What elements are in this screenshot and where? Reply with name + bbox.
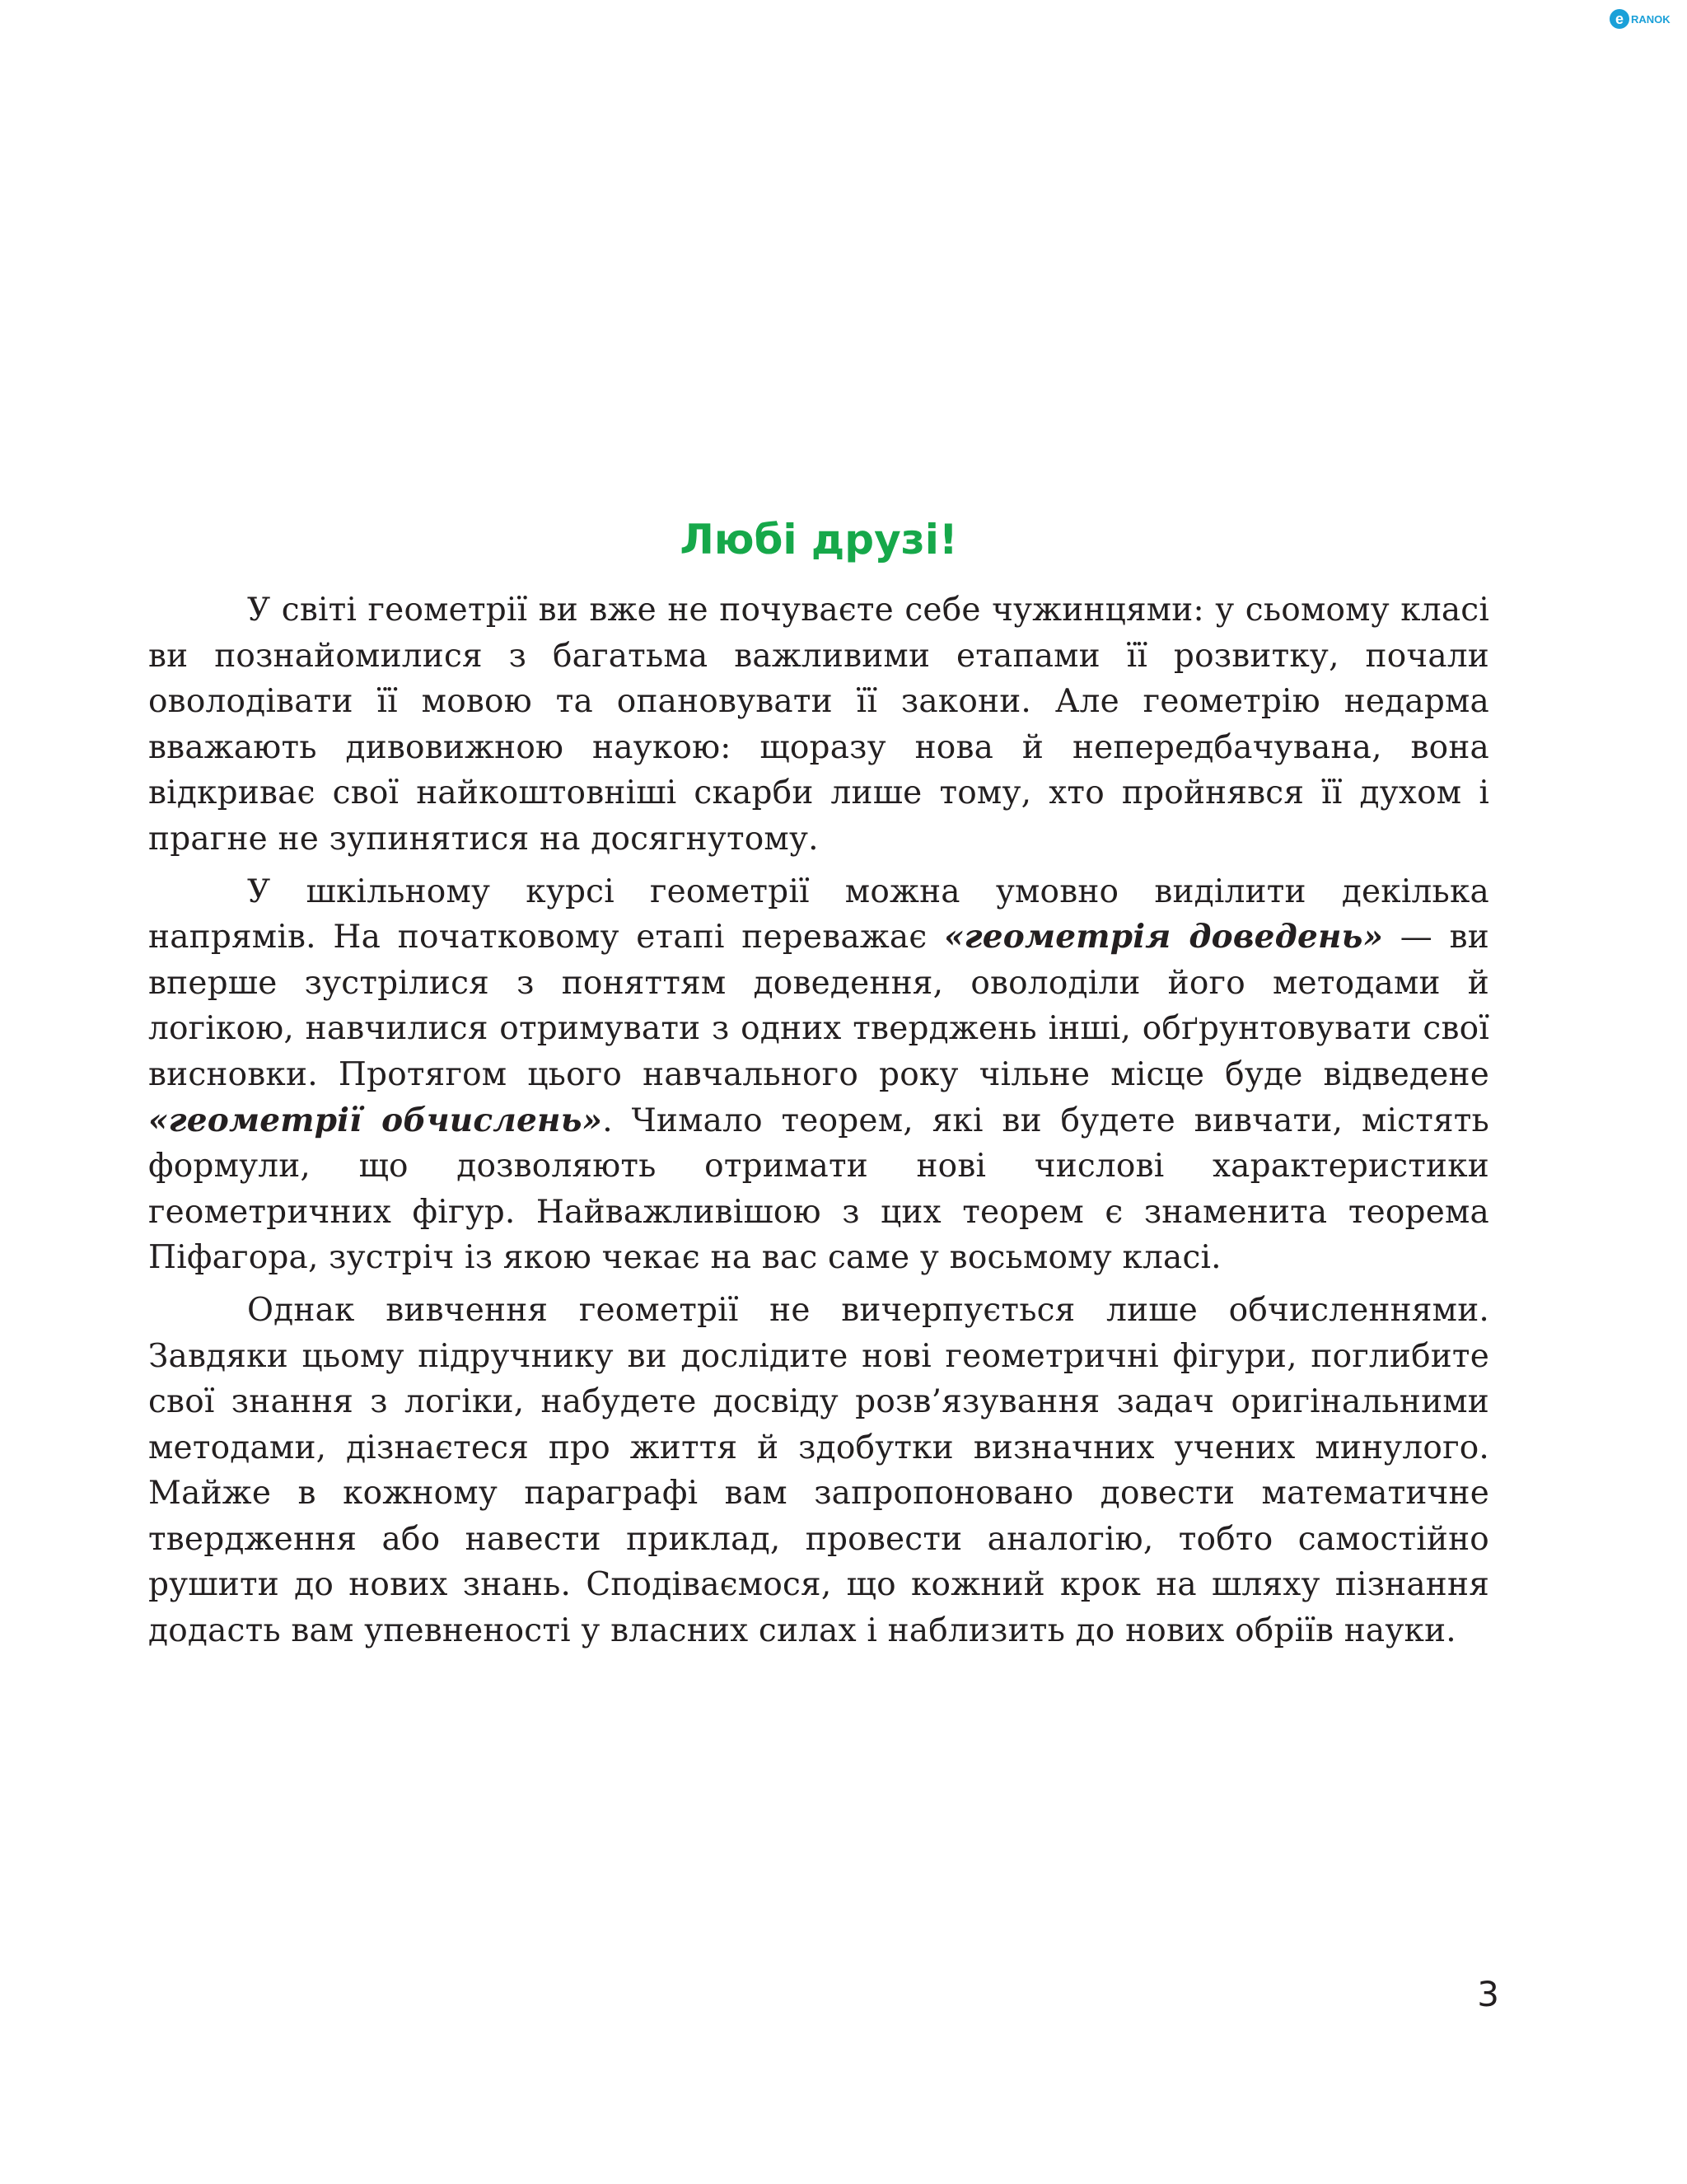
page-title: Любі друзі! <box>680 516 958 564</box>
term-proofs-geometry: «геометрія доведень» <box>944 918 1384 956</box>
preface-content <box>148 507 1489 1661</box>
paragraph-3: Однак вивчення геометрії не вичерпується лише обчисленнями. Завдяки цьому підручнику ви дослідите нові геометричні фігури, поглибите свої знання з логіки, набудете досвіду розв’язування задач оригінальними методами, дізнаєтеся про життя й здобутки визначних учених минулого. Майже в кожному параграфі вам запропоновано довести математичне твердження або навести приклад, провести аналогію, тобто самостійно рушити до нових знань. Сподіваємося, що кожний крок на шляху пізнання додасть вам упевненості у власних силах і наблизить до нових обріїв науки. <box>148 1291 1489 1650</box>
svg-text:e: e <box>1615 11 1624 27</box>
publisher-logo <box>1608 5 1684 33</box>
page-number: 3 <box>1477 1974 1499 2014</box>
paragraph-1: У світі геометрії ви вже не почуваєте себе чужинцями: у сьомому класі ви познайомилися з багатьма важливими етапами її розвитку, почали оволодівати її мовою та опановувати її закони. Але геометрію недарма вважають дивовижною наукою: щоразу нова й непередбачувана, вона відкриває свої найкоштовніші скарби лише тому, хто пройнявся її духом і прагне не зупинятися на досягнутому. <box>148 592 1489 858</box>
term-calculations-geometry: «геометрії обчислень» <box>148 1101 603 1139</box>
paragraph-2-text: У шкільному курсі геометрії можна умовно виділити декілька напрямів. На початковому етапі переважає <box>148 872 1489 956</box>
paragraph-2-text: — ви вперше зустрілися з поняттям доведення, оволоділи його методами й логікою, навчилися отримувати з одних тверджень інші, обґрунтовувати свої висновки. Протягом цього навчального року чільне місце буде відведене <box>148 919 1490 1093</box>
svg-text:RANOK: RANOK <box>1631 13 1671 26</box>
paragraph-2-text: . Чимало теорем, які ви будете вивчати, містять формули, що дозволяють отримати нові числові характеристики геометричних фігур. Найважливішою з цих теорем є знаменита теорема Піфагора, зустріч із якою чекає на вас саме у восьмому класі. <box>148 1101 1489 1277</box>
paragraph-2 <box>148 869 1489 1281</box>
eranok-logo-icon <box>1608 5 1684 33</box>
